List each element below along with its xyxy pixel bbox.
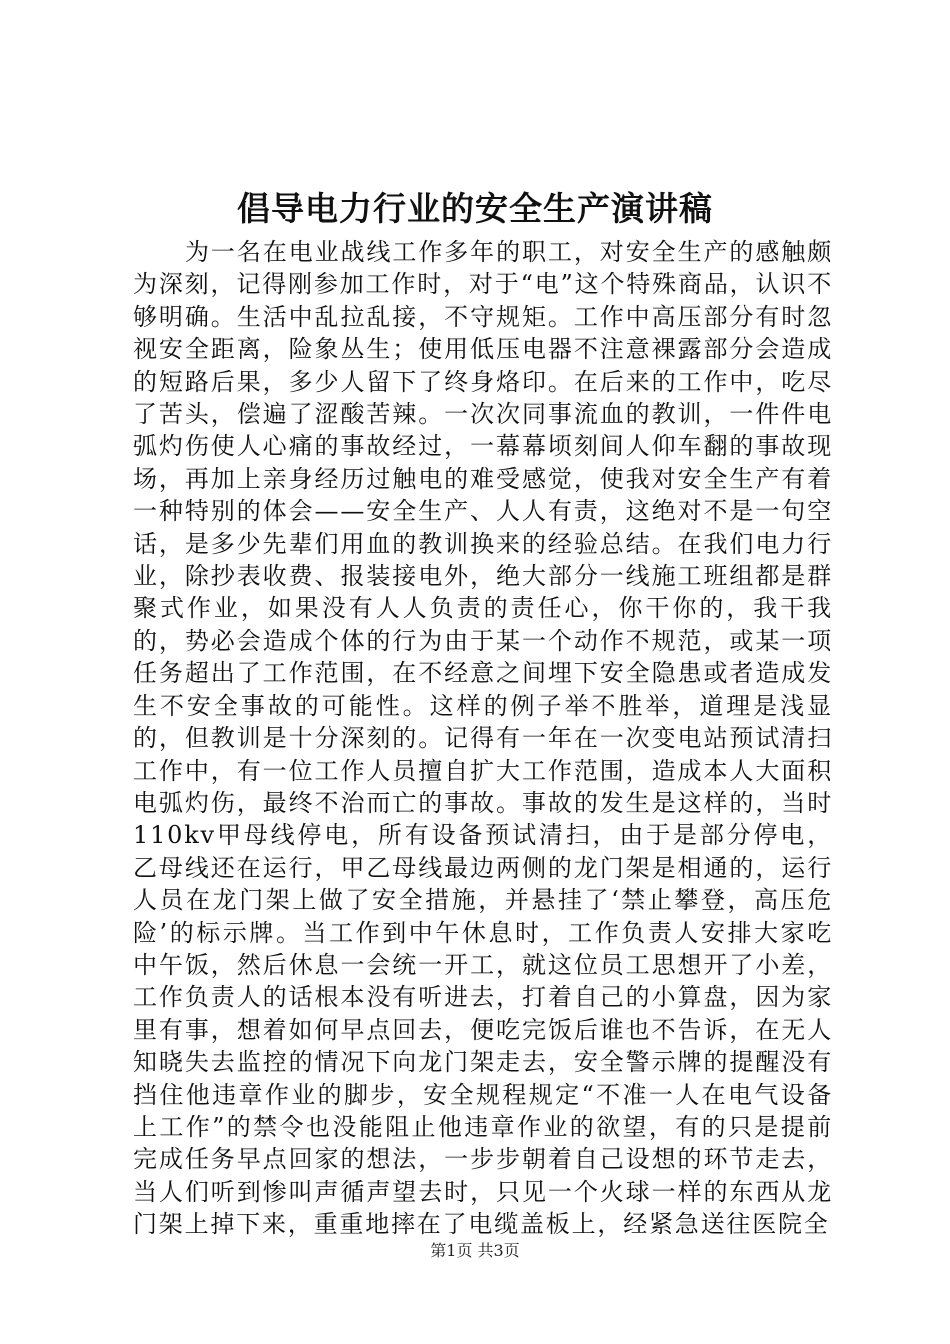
document-body-paragraph: 为一名在电业战线工作多年的职工，对安全生产的感触颇为深刻，记得刚参加工作时，对于“电”这个特殊商品，认识不够明确。生活中乱拉乱接，不守规矩。工作中高压部分有时忽视安全距离，险象丛生；使用低压电器不注意裸露部分会造成的短路后果，多少人留下了终身烙印。在后来的工作中，吃尽了苦头，偿遍了涩酸苦辣。一次次同事流血的教训，一件件电弧灼伤使人心痛的事故经过，一幕幕顷刻间人仰车翻的事故现场，再加上亲身经历过触电的难受感觉，使我对安全生产有着一种特别的体会——安全生产、人人有责，这绝对不是一句空话，是多少先辈们用血的教训换来的经验总结。在我们电力行业，除抄表收费、报装接电外，绝大部分一线施工班组都是群聚式作业，如果没有人人负责的责任心，你干你的，我干我的，势必会造成个体的行为由于某一个动作不规范，或某一项任务超出了工作范围，在不经意之间埋下安全隐患或者造成发生不安全事故的可能性。这样的例子举不胜举，道理是浅显的，但教训是十分深刻的。记得有一年在一次变电站预试清扫工作中，有一位工作人员擅自扩大工作范围，造成本人大面积电弧灼伤，最终不治而亡的事故。事故的发生是这样的，当时110kv甲母线停电，所有设备预试清扫，由于是部分停电，乙母线还在运行，甲乙母线最边两侧的龙门架是相通的，运行人员在龙门架上做了安全措施，并悬挂了‘禁止攀登，高压危险’的标示牌。当工作到中午休息时，工作负责人安排大家吃中午饭，然后休息一会统一开工，就这位员工思想开了小差，工作负责人的话根本没有听进去，打着自己的小算盘，因为家里有事，想着如何早点回去，便吃完饭后谁也不告诉，在无人知晓失去监控的情况下向龙门架走去，安全警示牌的提醒没有挡住他违章作业的脚步，安全规程规定“不准一人在电气设备上工作”的禁令也没能阻止他违章作业的欲望，有的只是提前完成任务早点回家的想法，一步步朝着自己设想的环节走去，当人们听到惨叫声循声望去时，只见一个火球一样的东西从龙门架上掉下来，重重地摔在了电缆盖板上，经紧急送往医院全 — [133, 238, 833, 1239]
page-number-footer: 第1页 共3页 — [430, 1241, 520, 1260]
document-title: 倡导电力行业的安全生产演讲稿 — [237, 189, 713, 228]
